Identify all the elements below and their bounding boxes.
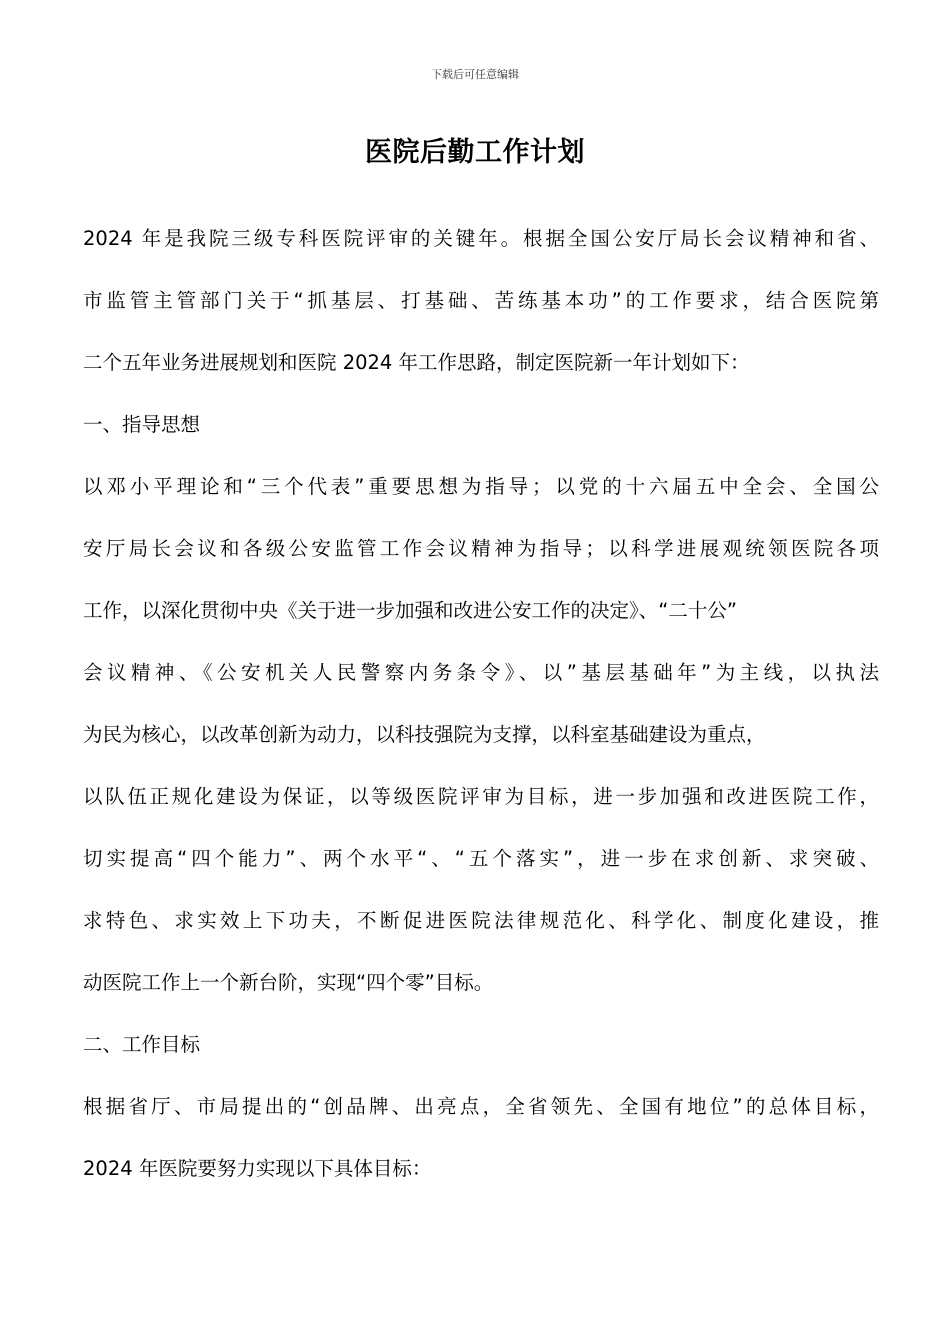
header-note: 下载后可任意编辑 xyxy=(431,68,519,81)
paragraph-line: 动医院工作上一个新台阶，实现“四个零”目标。 xyxy=(83,971,494,994)
section-heading: 二、工作目标 xyxy=(83,1033,201,1056)
document-body xyxy=(83,208,879,1200)
paragraph-line: 2024 年医院要努力实现以下具体目标： xyxy=(83,1157,432,1180)
section-heading: 一、指导思想 xyxy=(83,413,201,436)
paragraph-line: 以邓小平理论和“三个代表”重要思想为指导；以党的十六届五中全会、全国公 xyxy=(83,475,879,498)
paragraph-line: 求特色、求实效上下功夫，不断促进医院法律规范化、科学化、制度化建设，推 xyxy=(83,909,879,932)
paragraph-line: 为民为核心，以改革创新为动力，以科技强院为支撑，以科室基础建设为重点， xyxy=(83,723,766,746)
paragraph-line: 工作，以深化贯彻中央《关于进一步加强和改进公安工作的决定》、“二十公” xyxy=(83,599,737,622)
paragraph-line: 切实提高“四个能力”、两个水平“、“五个落实”，进一步在求创新、求突破、 xyxy=(83,847,879,870)
paragraph-line: 二个五年业务进展规划和医院 2024 年工作思路，制定医院新一年计划如下： xyxy=(83,351,750,374)
document-title: 医院后勤工作计划 xyxy=(365,137,585,168)
paragraph-line: 根据省厅、市局提出的“创品牌、出亮点，全省领先、全国有地位”的总体目标， xyxy=(83,1095,879,1118)
paragraph-line: 市监管主管部门关于“抓基层、打基础、苦练基本功”的工作要求，结合医院第 xyxy=(83,289,879,312)
paragraph-line: 2024 年是我院三级专科医院评审的关键年。根据全国公安厅局长会议精神和省、 xyxy=(83,227,879,250)
paragraph-line: 安厅局长会议和各级公安监管工作会议精神为指导；以科学进展观统领医院各项 xyxy=(83,537,879,560)
paragraph-line: 以队伍正规化建设为保证，以等级医院评审为目标，进一步加强和改进医院工作， xyxy=(83,785,879,808)
paragraph-line: 会议精神、《公安机关人民警察内务条令》、以”基层基础年”为主线，以执法 xyxy=(83,661,879,684)
